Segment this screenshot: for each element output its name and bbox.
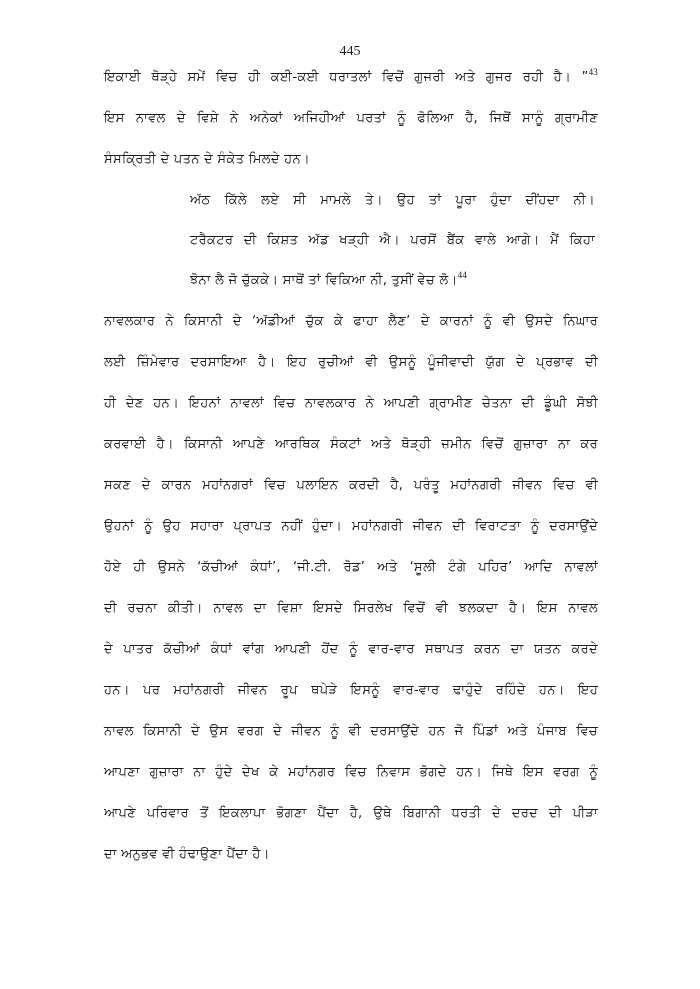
text-line: ਸੰਸਕ੍ਰਿਤੀ ਦੇ ਪਤਨ ਦੇ ਸੰਕੇਤ ਮਿਲਦੇ ਹਨ। bbox=[104, 152, 311, 167]
text-line: ਉਹਨਾਂ ਨੂੰ ਉਹ ਸਹਾਰਾ ਪ੍ਰਾਪਤ ਨਹੀਂ ਹੁੰਦਾ। ਮਹਾਂਨਗਰੀ ਜੀਵਨ ਦੀ ਵਿਰਾਟਤਾ ਨੂੰ ਦਰਸਾਉਂਦੇ bbox=[104, 519, 598, 534]
text-line: ਹਨ। ਪਰ ਮਹਾਂਨਗਰੀ ਜੀਵਨ ਰੂਪ ਥਪੇੜੇ ਇਸਨੂੰ ਵਾਰ-ਵਾਰ ਢਾਹੁੰਦੇ ਰਹਿੰਦੇ ਹਨ। ਇਹ bbox=[104, 683, 598, 698]
text-line: ਇਕਾਈ ਥੋੜ੍ਹੇ ਸਮੇਂ ਵਿਚ ਹੀ ਕਈ-ਕਈ ਧਰਾਤਲਾਂ ਵਿਚੋਂ ਗੁਜਰੀ ਅਤੇ ਗੁਜਰ ਰਹੀ ਹੈ। ”$^{43}$ bbox=[104, 67, 598, 85]
text-line: ਦੀ ਰਚਨਾ ਕੀਤੀ। ਨਾਵਲ ਦਾ ਵਿਸ਼ਾ ਇਸਦੇ ਸਿਰਲੇਖ ਵਿਚੋਂ ਵੀ ਝਲਕਦਾ ਹੈ। ਇਸ ਨਾਵਲ bbox=[104, 601, 598, 616]
text-line: ਆਪਣਾ ਗੁਜ਼ਾਰਾ ਨਾ ਹੁੰਦੇ ਦੇਖ ਕੇ ਮਹਾਂਨਗਰ ਵਿਚ ਨਿਵਾਸ ਭੋਗਦੇ ਹਨ। ਜਿਥੇ ਇਸ ਵਰਗ ਨੂੰ bbox=[104, 765, 598, 780]
text-line: ਨਾਵਲ ਕਿਸਾਨੀ ਦੇ ਉਸ ਵਰਗ ਦੇ ਜੀਵਨ ਨੂੰ ਵੀ ਦਰਸਾਉਂਦੇ ਹਨ ਜੋ ਪਿੰਡਾਂ ਅਤੇ ਪੰਜਾਬ ਵਿਚ bbox=[104, 724, 598, 739]
quote-line: ਅੱਠ ਕਿੱਲੇ ਲਏ ਸੀ ਮਾਮਲੇ ਤੇ। ਉਹ ਤਾਂ ਪੂਰਾ ਹੁੰਦਾ ਦੀਂਹਦਾ ਨੀ। bbox=[190, 193, 595, 208]
footnote-ref: 43 bbox=[588, 67, 598, 77]
text-line: ਹੀ ਦੇਣ ਹਨ। ਇਹਨਾਂ ਨਾਵਲਾਂ ਵਿਚ ਨਾਵਲਕਾਰ ਨੇ ਆਪਣੀ ਗ੍ਰਾਮੀਣ ਚੇਤਨਾ ਦੀ ਡੂੰਘੀ ਸੋਝੀ bbox=[104, 396, 598, 411]
quote-line: ਟਰੈਕਟਰ ਦੀ ਕਿਸ਼ਤ ਅੱਡ ਖੜ੍ਹੀ ਐ। ਪਰਸੋਂ ਬੈਂਕ ਵਾਲੇ ਆਗੇ। ਮੈਂ ਕਿਹਾ bbox=[190, 233, 595, 248]
quote-line: ਝੋਨਾ ਲੈ ਜੋ ਚੁੱਕਕੇ। ਸਾਥੋਂ ਤਾਂ ਵਿਕਿਆ ਨੀ, ਤੁਸੀਂ ਵੇਚ ਲੋ।$^{44}$ bbox=[190, 270, 468, 288]
text-line: ਆਪਣੇ ਪਰਿਵਾਰ ਤੋਂ ਇਕਲਾਪਾ ਭੋਗਣਾ ਪੈਂਦਾ ਹੈ, ਉਥੇ ਬਿਗਾਨੀ ਧਰਤੀ ਦੇ ਦਰਦ ਦੀ ਪੀੜਾ bbox=[104, 806, 598, 821]
text-line: ਦੇ ਪਾਤਰ ਕੱਚੀਆਂ ਕੰਧਾਂ ਵਾਂਗ ਆਪਣੀ ਹੋਂਦ ਨੂੰ ਵਾਰ-ਵਾਰ ਸਥਾਪਤ ਕਰਨ ਦਾ ਯਤਨ ਕਰਦੇ bbox=[104, 642, 598, 657]
text-line: ਇਸ ਨਾਵਲ ਦੇ ਵਿਸ਼ੇ ਨੇ ਅਨੇਕਾਂ ਅਜਿਹੀਆਂ ਪਰਤਾਂ ਨੂੰ ਫੋਲਿਆ ਹੈ, ਜਿਥੋਂ ਸਾਨੂੰ ਗ੍ਰਾਮੀਣ bbox=[104, 111, 598, 126]
text-line: ਲਈ ਜ਼ਿੰਮੇਵਾਰ ਦਰਸਾਇਆ ਹੈ। ਇਹ ਰੁਚੀਆਂ ਵੀ ਉਸਨੂੰ ਪੂੰਜੀਵਾਦੀ ਯੁੱਗ ਦੇ ਪ੍ਰਭਾਵ ਦੀ bbox=[104, 355, 598, 370]
page-number: 445 bbox=[339, 44, 361, 59]
text-line: ਨਾਵਲਕਾਰ ਨੇ ਕਿਸਾਨੀ ਦੇ ‘ਅੱਡੀਆਂ ਚੁੱਕ ਕੇ ਫਾਹਾ ਲੈਣ’ ਦੇ ਕਾਰਨਾਂ ਨੂੰ ਵੀ ਉਸਦੇ ਨਿਘਾਰ bbox=[104, 314, 598, 329]
footnote-ref: 44 bbox=[457, 270, 468, 280]
text-line: ਸਕਣ ਦੇ ਕਾਰਨ ਮਹਾਂਨਗਰਾਂ ਵਿਚ ਪਲਾਇਨ ਕਰਦੀ ਹੈ, ਪਰੰਤੂ ਮਹਾਂਨਗਰੀ ਜੀਵਨ ਵਿਚ ਵੀ bbox=[104, 478, 598, 493]
text-line: ਹੋਏ ਹੀ ਉਸਨੇ ‘ਕੱਚੀਆਂ ਕੰਧਾਂ’, ‘ਜੀ.ਟੀ. ਰੋਡ’ ਅਤੇ ‘ਸੂਲੀ ਟੰਗੇ ਪਹਿਰ’ ਆਦਿ ਨਾਵਲਾਂ bbox=[104, 560, 598, 575]
text-line: ਦਾ ਅਨੁਭਵ ਵੀ ਹੰਢਾਉਣਾ ਪੈਂਦਾ ਹੈ। bbox=[104, 847, 270, 862]
text-line: ਕਰਵਾਈ ਹੈ। ਕਿਸਾਨੀ ਆਪਣੇ ਆਰਥਿਕ ਸੰਕਟਾਂ ਅਤੇ ਥੋੜ੍ਹੀ ਜ਼ਮੀਨ ਵਿਚੋਂ ਗੁਜ਼ਾਰਾ ਨਾ ਕਰ bbox=[104, 437, 598, 452]
